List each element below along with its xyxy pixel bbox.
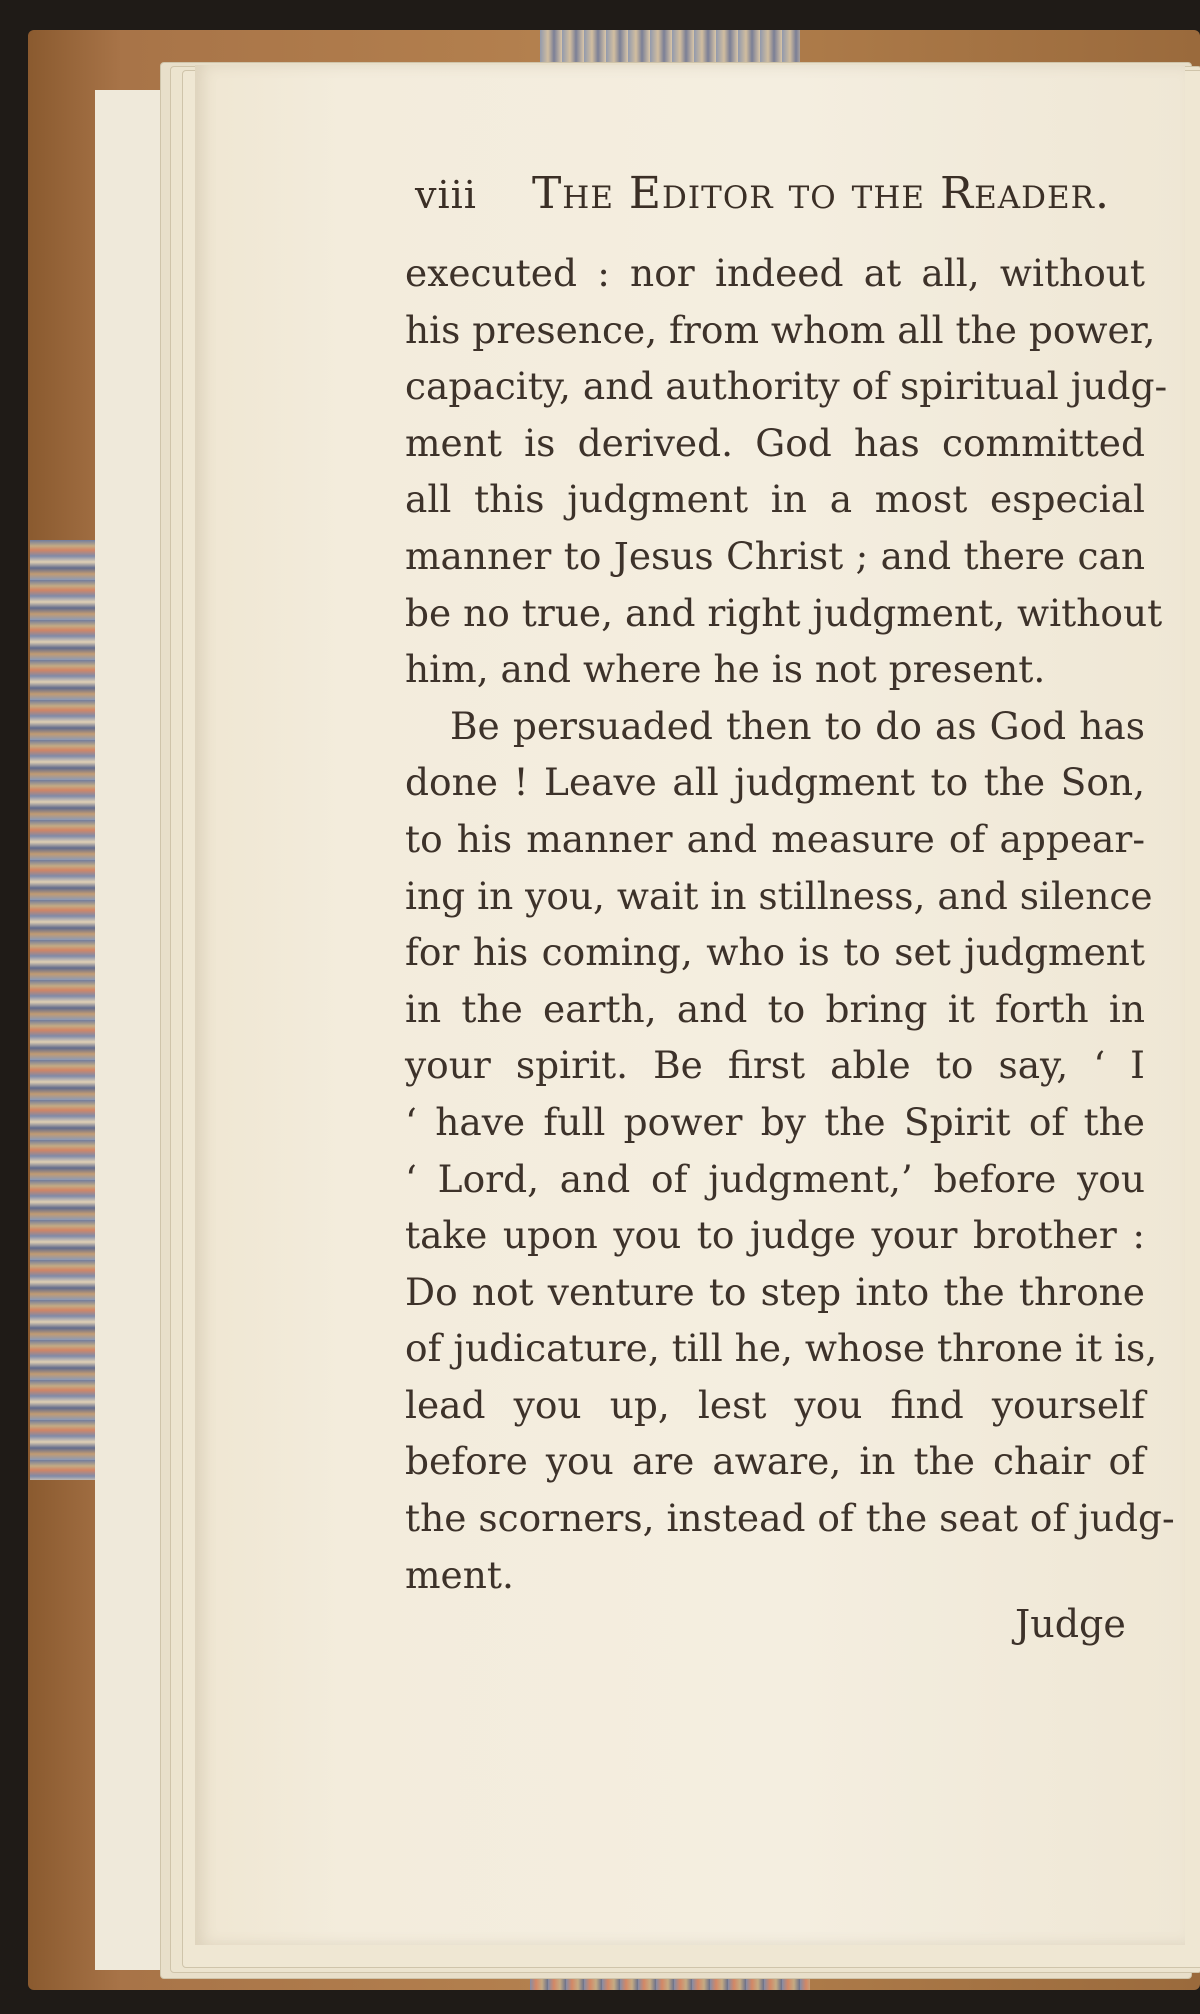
paragraph-1 xyxy=(405,245,1168,698)
text-line: lead you up, lest you find yourself xyxy=(405,1382,1145,1427)
text-line: all this judgment in a most especial xyxy=(405,477,1145,522)
text-line: his presence, from whom all the power, xyxy=(405,307,1156,352)
text-line: ing in you, wait in stillness, and silence xyxy=(405,873,1153,918)
text-line: capacity, and authority of spiritual judg- xyxy=(405,364,1168,409)
text-line: Be persuaded then to do as God has xyxy=(450,703,1145,748)
running-head xyxy=(415,168,1115,219)
text-line: of judicature, till he, whose throne it is, xyxy=(405,1326,1158,1371)
text-line: Do not venture to step into the throne xyxy=(405,1269,1145,1314)
text-line: executed : nor indeed at all, without xyxy=(405,251,1145,295)
text-line: ment. xyxy=(405,1552,514,1597)
text-line: your spirit. Be first able to say, ‘ I xyxy=(405,1043,1145,1088)
body-text xyxy=(405,245,1175,1603)
text-line: done ! Leave all judgment to the Son, xyxy=(405,760,1145,805)
text-line: the scorners, instead of the seat of judg- xyxy=(405,1496,1175,1541)
text-line: for his coming, who is to set judgment xyxy=(405,930,1145,975)
text-line: be no true, and right judgment, without xyxy=(405,590,1163,635)
running-title: The Editor to the Reader. xyxy=(531,168,1110,219)
text-line: take upon you to judge your brother : xyxy=(405,1213,1145,1258)
text-line: in the earth, and to bring it forth in xyxy=(405,986,1145,1031)
paragraph-2 xyxy=(405,698,1175,1604)
catchword: Judge xyxy=(1015,1602,1126,1646)
text-line: manner to Jesus Christ ; and there can xyxy=(405,533,1145,578)
text-line: ment is derived. God has committed xyxy=(405,420,1145,465)
text-line: him, and where he is not present. xyxy=(405,647,1046,692)
text-line: before you are aware, in the chair of xyxy=(405,1439,1145,1484)
page-number: viii xyxy=(415,173,477,217)
text-line: to his manner and measure of appear- xyxy=(405,816,1145,861)
text-line: ‘ have full power by the Spirit of the xyxy=(405,1099,1145,1144)
text-line: ‘ Lord, and of judgment,’ before you xyxy=(405,1156,1145,1201)
marbled-endpaper xyxy=(30,540,100,1480)
